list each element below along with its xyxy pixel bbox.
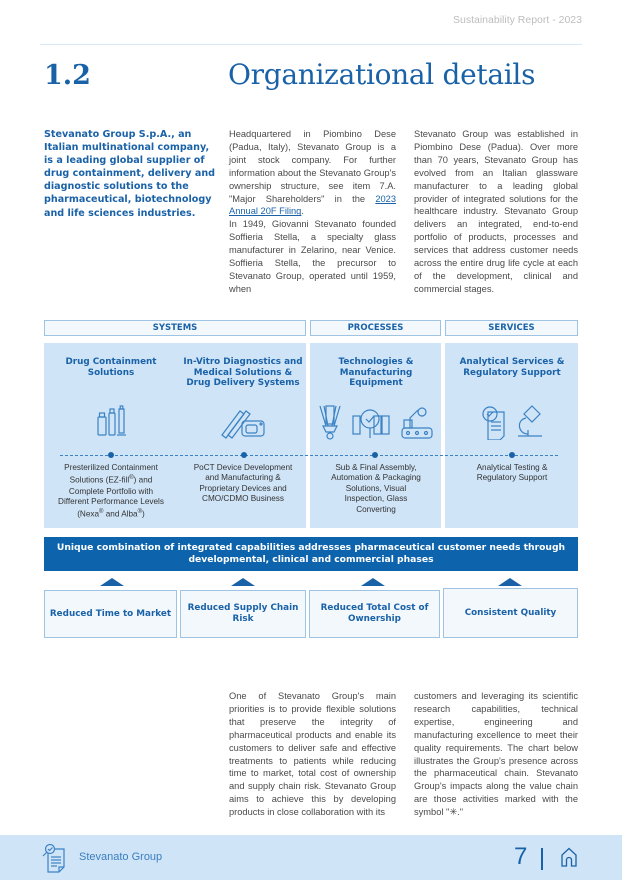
body-column-3 (229, 690, 396, 819)
header-services: SERVICES (445, 320, 578, 336)
column-title-technologies: Technologies & Manufacturing Equipment (338, 357, 414, 388)
timeline-dot (372, 452, 378, 458)
body-column-4 (414, 690, 578, 819)
benefit-supply-chain-risk: Reduced Supply Chain Risk (180, 590, 306, 638)
header-divider (40, 44, 582, 45)
column-title-drug-containment: Drug Containment Solutions (65, 357, 157, 378)
up-arrow-icon (361, 578, 385, 586)
column-desc-technologies: Sub & Final Assembly, Automation & Packaging Solutions, Visual Inspection, Glass Converting (331, 463, 421, 514)
up-arrow-icon (498, 578, 522, 586)
intro-text: Stevanato Group S.p.A., an Italian multinational company, is a leading global supplier of drug containment, delivery and diagnostic solutions to the pharmaceutical, biotechnology and life sciences industries. (44, 129, 216, 219)
column-desc-analytical: Analytical Testing & Regulatory Support (476, 463, 548, 483)
timeline-dot (241, 452, 247, 458)
benefit-total-cost: Reduced Total Cost of Ownership (309, 590, 440, 638)
header-systems: SYSTEMS (44, 320, 306, 336)
body-column-2 (414, 128, 578, 296)
lab-services-icon (482, 404, 546, 440)
body-text: Stevanato Group was established in Piombino Dese (Padua). Over more than 70 years, Stevanato Group has evolved from an Italian glassware manufacturer to a leading global provider of integrated solutions for the healthcare industry. Stevanato Group delivers an integrated, end-to-end portfolio of products, processes and services that address customer needs across the entire drug life cycle at each of the development, clinical and commercial stages. (414, 129, 578, 294)
body-text: Headquartered in Piombino Dese (Padua, Italy), Stevanato Group is a joint stock company. For further information about the Stevanato Group's ownership structure, see item 7.A. "Major Shareholders" in the (229, 129, 396, 204)
up-arrow-icon (100, 578, 124, 586)
footer-brand: Stevanato Group (79, 851, 163, 863)
header-processes: PROCESSES (310, 320, 441, 336)
footer-divider (541, 848, 543, 870)
report-title: Sustainability Report - 2023 (453, 14, 582, 26)
pen-injector-icon (218, 405, 268, 439)
body-text: customers and leveraging its scientific research capabilities, technical expertise, engineering and manufacturing excellence to meet their quality requirements. The chart below illustrates the Group's presence across the pharmaceutical chain. Stevanato Group's impacts along the value chain are those activities marked with the symbol "✳." (414, 691, 578, 818)
body-text: One of Stevanato Group's main priorities is to provide flexible solutions that preserve the integrity of pharmaceutical products and enable its customers to deliver safe and effective treatments to patients while reducing time to market, total cost of ownership and supply chain risk. Stevanato Group aims to achieve this by developing products in close collaboration with its (229, 691, 396, 818)
body-text: . (301, 206, 304, 217)
document-icon (42, 843, 68, 873)
timeline-dot (509, 452, 515, 458)
machinery-icon (318, 404, 438, 440)
column-desc-drug-containment: Presterilized Containment Solutions (EZ-fill®) and Complete Portfolio with Different Performance Levels (Nexa® and Alba®) (58, 463, 164, 520)
benefit-time-to-market: Reduced Time to Market (44, 590, 177, 638)
body-column-1 (229, 128, 396, 296)
section-title: Organizational details (228, 58, 536, 91)
vials-icon (96, 405, 128, 437)
column-title-analytical-services: Analytical Services & Regulatory Support (459, 357, 565, 378)
benefit-consistent-quality: Consistent Quality (443, 588, 578, 638)
page-number: 7 (514, 843, 528, 870)
timeline-connector (60, 455, 558, 456)
home-icon[interactable] (560, 847, 578, 867)
column-title-diagnostics: In-Vitro Diagnostics and Medical Solutions & Drug Delivery Systems (183, 357, 303, 388)
timeline-dot (108, 452, 114, 458)
section-number: 1.2 (44, 60, 91, 91)
body-text: In 1949, Giovanni Stevanato founded Soffieria Stella, a specialty glass manufacturer in Zelarino, near Venice. Soffieria Stella, the precursor to Stevanato Group, operated until 1959, when (229, 219, 396, 294)
column-desc-diagnostics: PoCT Device Development and Manufacturing & Proprietary Devices and CMO/CDMO Business (193, 463, 293, 504)
annual-filing-link[interactable]: 2023 Annual 20F Filing (229, 193, 396, 217)
up-arrow-icon (231, 578, 255, 586)
capabilities-banner: Unique combination of integrated capabilities addresses pharmaceutical customer needs through developmental, clinical and commercial phases (44, 537, 578, 571)
